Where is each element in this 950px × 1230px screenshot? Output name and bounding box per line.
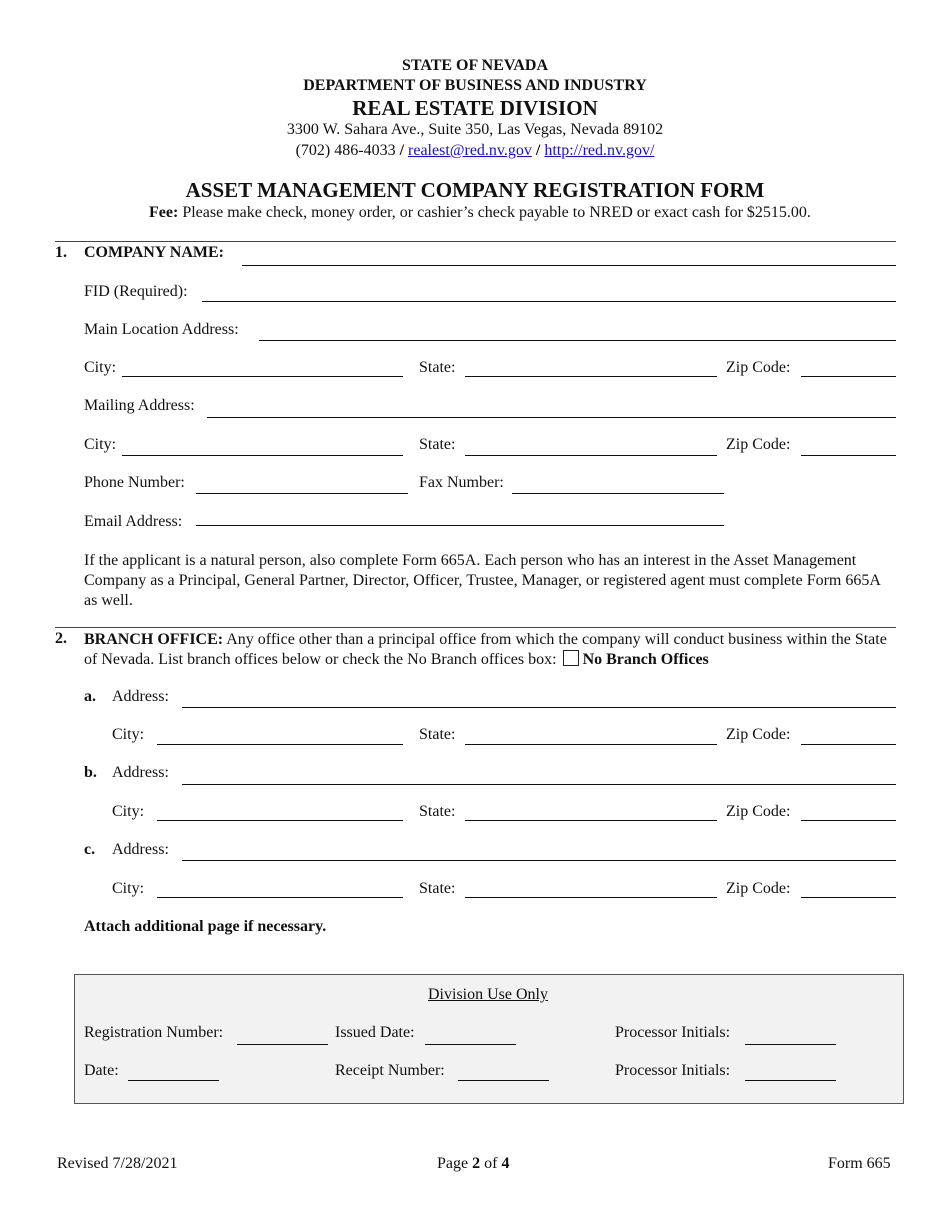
branch-a-state-label: State:: [419, 726, 456, 743]
fax-label: Fax Number:: [419, 474, 504, 491]
page-total: 4: [501, 1155, 510, 1172]
branch-b-state-label: State:: [419, 803, 456, 820]
main-address-label: Main Location Address:: [84, 321, 239, 338]
state-label: State:: [419, 359, 456, 376]
revised-date: Revised 7/28/2021: [57, 1155, 178, 1172]
branch-c-state-label: State:: [419, 880, 456, 897]
date-label: Date:: [84, 1062, 119, 1079]
mailing-zip-label: Zip Code:: [726, 436, 791, 453]
branch-b-zip-field[interactable]: [801, 820, 896, 821]
phone-number: (702) 486-4033: [295, 142, 396, 159]
separator: /: [535, 142, 541, 159]
email-link[interactable]: realest@red.nv.gov: [408, 142, 532, 159]
state-title: STATE OF NEVADA: [401, 57, 549, 74]
branch-office-intro: [84, 630, 894, 670]
branch-a-letter: a.: [84, 688, 96, 705]
branch-b-city-field[interactable]: [157, 820, 403, 821]
fee-label: Fee:: [149, 204, 179, 221]
main-address-field[interactable]: [259, 340, 896, 341]
section-2-number: 2.: [55, 630, 67, 647]
page-of: of: [484, 1155, 498, 1172]
division-title: REAL ESTATE DIVISION: [352, 96, 598, 120]
branch-a-state-field[interactable]: [465, 744, 717, 745]
zip-field[interactable]: [801, 376, 896, 377]
mailing-address-field[interactable]: [207, 417, 896, 418]
section-1-number: 1.: [55, 244, 67, 261]
branch-b-city-label: City:: [112, 803, 145, 820]
website-link[interactable]: http://red.nv.gov/: [544, 142, 655, 159]
department-title: DEPARTMENT OF BUSINESS AND INDUSTRY: [303, 77, 647, 94]
branch-c-letter: c.: [84, 841, 96, 858]
branch-b-state-field[interactable]: [465, 820, 717, 821]
mailing-city-field[interactable]: [122, 455, 403, 456]
city-field[interactable]: [122, 376, 403, 377]
email-field[interactable]: [196, 525, 724, 526]
form-number: Form 665: [828, 1155, 891, 1172]
fid-label: FID (Required):: [84, 283, 188, 300]
branch-office-desc: Any office other than a principal office from which the company will conduct business within the State of Nevada. List branch offices below or check the No Branch offices box:: [84, 631, 887, 668]
division-use-title: Division Use Only: [428, 986, 548, 1003]
branch-a-zip-field[interactable]: [801, 744, 896, 745]
branch-c-zip-field[interactable]: [801, 897, 896, 898]
phone-label: Phone Number:: [84, 474, 185, 491]
registration-number-field[interactable]: [237, 1044, 328, 1045]
processor-initials-field-2[interactable]: [745, 1080, 836, 1081]
issued-date-field[interactable]: [425, 1044, 516, 1045]
page-prefix: Page: [437, 1155, 469, 1172]
city-label: City:: [84, 359, 117, 376]
processor-initials-label-1: Processor Initials:: [615, 1024, 731, 1041]
branch-b-address-field[interactable]: [182, 784, 896, 785]
processor-initials-field-1[interactable]: [745, 1044, 836, 1045]
receipt-number-label: Receipt Number:: [335, 1062, 445, 1079]
receipt-number-field[interactable]: [458, 1080, 549, 1081]
branch-a-city-field[interactable]: [157, 744, 403, 745]
branch-c-zip-label: Zip Code:: [726, 880, 791, 897]
zip-label: Zip Code:: [726, 359, 791, 376]
divider: [55, 627, 896, 628]
branch-a-address-label: Address:: [112, 688, 169, 705]
branch-office-title: BRANCH OFFICE:: [84, 631, 224, 648]
attach-note: Attach additional page if necessary.: [84, 918, 327, 935]
branch-c-city-field[interactable]: [157, 897, 403, 898]
branch-a-city-label: City:: [112, 726, 145, 743]
branch-a-zip-label: Zip Code:: [726, 726, 791, 743]
mailing-state-field[interactable]: [465, 455, 717, 456]
contact-line: [0, 142, 950, 160]
fee-line: [149, 204, 811, 222]
branch-c-state-field[interactable]: [465, 897, 717, 898]
registration-number-label: Registration Number:: [84, 1024, 224, 1041]
division-address: 3300 W. Sahara Ave., Suite 350, Las Vegas, Nevada 89102: [286, 121, 664, 138]
no-branch-checkbox[interactable]: [563, 650, 579, 666]
mailing-address-label: Mailing Address:: [84, 397, 195, 414]
email-label: Email Address:: [84, 513, 183, 530]
page-number: 2: [472, 1155, 481, 1172]
phone-field[interactable]: [196, 493, 408, 494]
branch-a-address-field[interactable]: [182, 707, 896, 708]
branch-c-city-label: City:: [112, 880, 145, 897]
fid-field[interactable]: [202, 301, 896, 302]
branch-c-address-field[interactable]: [182, 860, 896, 861]
processor-initials-label-2: Processor Initials:: [615, 1062, 731, 1079]
branch-b-letter: b.: [84, 764, 97, 781]
branch-c-address-label: Address:: [112, 841, 169, 858]
form-title: ASSET MANAGEMENT COMPANY REGISTRATION FORM: [185, 178, 765, 202]
divider: [55, 241, 896, 242]
company-name-label: COMPANY NAME:: [84, 244, 224, 261]
page-indicator: [437, 1155, 509, 1173]
no-branch-label: No Branch Offices: [582, 651, 709, 668]
natural-person-note: If the applicant is a natural person, also complete Form 665A. Each person who has an interest in the Asset Management Company as a Principal, General Partner, Director, Officer, Trustee, Manager, or registered agent must complete Form 665A as well.: [84, 552, 881, 609]
company-name-field[interactable]: [242, 265, 896, 266]
branch-b-zip-label: Zip Code:: [726, 803, 791, 820]
mailing-zip-field[interactable]: [801, 455, 896, 456]
date-field[interactable]: [128, 1080, 219, 1081]
separator: /: [399, 142, 405, 159]
state-field[interactable]: [465, 376, 717, 377]
mailing-state-label: State:: [419, 436, 456, 453]
issued-date-label: Issued Date:: [335, 1024, 415, 1041]
fee-text: Please make check, money order, or cashier’s check payable to NRED or exact cash for $2515.00.: [182, 204, 811, 221]
fax-field[interactable]: [512, 493, 724, 494]
branch-b-address-label: Address:: [112, 764, 169, 781]
mailing-city-label: City:: [84, 436, 117, 453]
